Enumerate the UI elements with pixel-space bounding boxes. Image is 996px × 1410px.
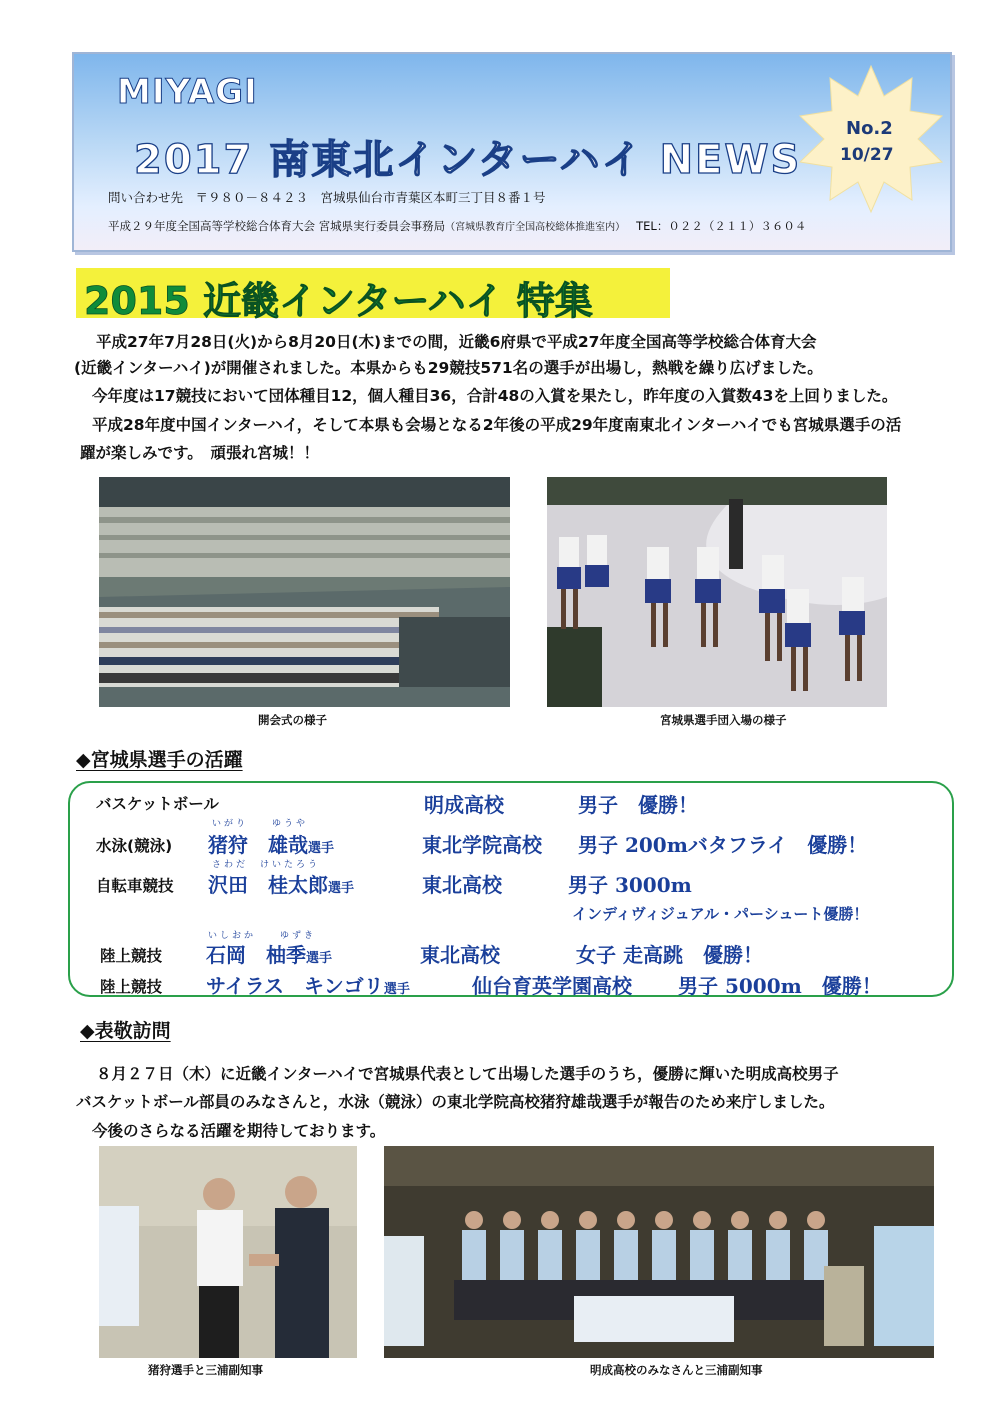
feature-line: 平成27年7月28日(火)から8月20日(木)までの間，近畿6府県で平成27年度全国高等学校総合体育大会 <box>96 333 817 351</box>
result-category: 自転車競技 <box>96 877 174 895</box>
athlete-name: 沢田 桂太郎 <box>208 873 328 897</box>
result-category: 水泳(競泳) <box>96 837 173 855</box>
athlete-suffix: 選手 <box>306 951 333 966</box>
header-top-title: MIYAGI <box>117 72 258 112</box>
courtesy-visit-photo-1 <box>99 1146 357 1358</box>
team-entrance-photo <box>547 477 887 707</box>
athlete-name: 石岡 柚季 <box>206 943 306 967</box>
courtesy-visit-photo-2 <box>384 1146 934 1358</box>
result-school: 明成高校 <box>424 793 504 817</box>
feature-line: 今年度は17競技において団体種目12，個人種目36，合計48の入賞を果たし，昨年度の入賞数43を上回りました。 <box>92 387 898 405</box>
office-name: 平成２９年度全国高等学校総合体育大会 宮城県実行委員会事務局 <box>108 219 446 233</box>
visit-line: 今後のさらなる活躍を期待しております。 <box>92 1122 386 1140</box>
office-sub: （宮城県教育庁全国高校総体推進室内） <box>445 222 626 233</box>
result-event: 男子 3000m <box>568 873 692 897</box>
issue-number: No.2 <box>846 118 893 139</box>
athlete-suffix: 選手 <box>308 841 335 856</box>
result-event-continued: インディヴィジュアル・パーシュート優勝！ <box>572 905 869 923</box>
result-school: 仙台育英学園高校 <box>472 974 632 998</box>
result-event: 男子 優勝！ <box>578 793 698 817</box>
result-category: 陸上競技 <box>100 947 163 965</box>
athlete-suffix: 選手 <box>383 982 410 997</box>
photo-caption: 宮城県選手団入場の様子 <box>660 713 787 727</box>
result-school: 東北高校 <box>422 873 502 897</box>
result-name-ruby: いがり ゆうや <box>212 819 309 829</box>
athlete-name: 猪狩 雄哉 <box>208 833 308 857</box>
result-name-ruby: さわだ けいたろう <box>212 860 321 870</box>
result-category: 陸上競技 <box>100 978 163 996</box>
result-athlete <box>206 970 410 999</box>
feature-title <box>76 268 670 323</box>
visit-heading: ◆表敬訪問 <box>80 1020 171 1042</box>
result-category: バスケットボール <box>96 795 219 813</box>
feature-line: (近畿インターハイ)が開催されました。本県からも29競技571名の選手が出場し，熱戦を繰り広げました。 <box>74 359 823 377</box>
result-event: 男子 5000m 優勝！ <box>678 974 882 998</box>
photo-caption: 明成高校のみなさんと三浦副知事 <box>590 1363 763 1377</box>
result-athlete <box>208 869 354 898</box>
result-athlete <box>208 829 334 858</box>
result-school: 東北高校 <box>420 943 500 967</box>
photo-caption: 開会式の様子 <box>258 713 327 727</box>
visit-line: ８月２７日（木）に近畿インターハイで宮城県代表として出場した選手のうち，優勝に輝いた明成高校男子 <box>96 1065 839 1083</box>
result-athlete <box>206 939 332 968</box>
header-main-title: 2017 南東北インターハイ NEWS <box>134 137 802 183</box>
header-contact: 問い合わせ先 〒９８０－８４２３ 宮城県仙台市青葉区本町三丁目８番１号 <box>108 190 546 205</box>
visit-line: バスケットボール部員のみなさんと，水泳（競泳）の東北学院高校猪狩雄哉選手が報告のため来庁しました。 <box>76 1093 835 1111</box>
office-tel: TEL：０２２（２１１）３６０４ <box>636 219 807 233</box>
feature-line: 躍が楽しみです。 頑張れ宮城！！ <box>80 444 320 462</box>
issue-date: 10/27 <box>840 145 894 165</box>
photo-caption: 猪狩選手と三浦副知事 <box>148 1363 263 1377</box>
result-event: 男子 200mバタフライ 優勝！ <box>578 833 868 857</box>
athlete-suffix: 選手 <box>328 881 355 896</box>
result-school: 東北学院高校 <box>422 833 542 857</box>
opening-ceremony-photo <box>99 477 510 707</box>
issue-star-badge <box>798 64 944 214</box>
feature-line: 平成28年度中国インターハイ，そして本県も会場となる2年後の平成29年度南東北インターハイでも宮城県選手の活 <box>92 416 902 434</box>
feature-title-text: 2015 近畿インターハイ 特集 <box>84 279 593 323</box>
header-office <box>108 218 806 234</box>
results-heading: ◆宮城県選手の活躍 <box>76 749 243 771</box>
result-event: 女子 走高跳 優勝！ <box>576 943 763 967</box>
athlete-name: サイラス キンゴリ <box>206 974 384 998</box>
result-name-ruby: いしおか ゆずき <box>208 931 317 941</box>
